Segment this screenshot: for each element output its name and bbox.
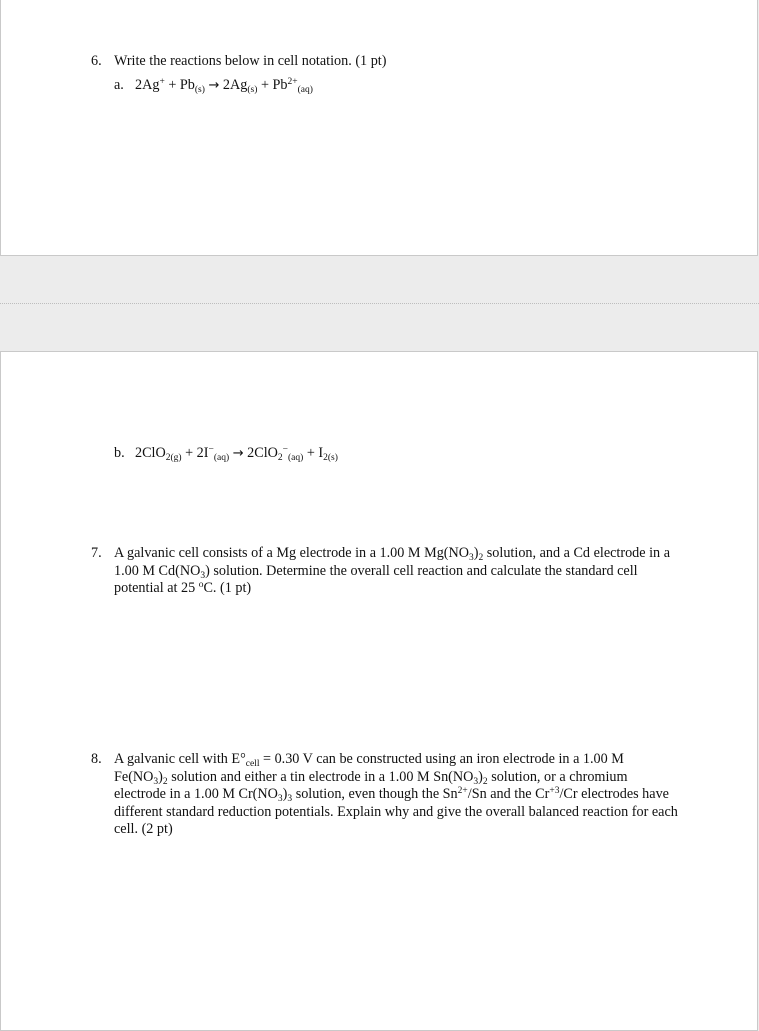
reaction-a-label: a. (114, 77, 124, 93)
question-8-text: A galvanic cell with $E^\circ_{cell} = 0.30$ V can be constructed using an iron electrode in a 1.00 M $Fe(NO_3)_2$ solution and either a tin electrode in a 1.00 M $Sn(NO_3)_2$ solution, or a chromium electrode in a 1.00 M $Cr(NO_3)_3$ solution, even though the $Sn^{2+}/Sn$ and the $Cr^{+3}/Cr$ electrodes have different standard reduction potentials. Explain why and give the overall balanced reaction for each cell. (2 pt) (114, 751, 678, 837)
reaction-b-label: b. (114, 445, 125, 461)
question-6-prompt: Write the reactions below in cell notation. (1 pt) (114, 53, 387, 69)
reaction-b-equation: $2ClO_{2(g)} + 2I^-_{(aq)} \to 2ClO_2^-_{(aq)} + I_{2(s)}$ (135, 445, 338, 463)
question-7 (91, 545, 681, 598)
reaction-b (114, 445, 338, 463)
question-7-text: A galvanic cell consists of a Mg electrode in a 1.00 M $Mg(NO_3)_2$ solution, and a Cd electrode in a 1.00 M $Cd(NO_3)$ solution. Determine the overall cell reaction and calculate the standard cell potential at 25 $^o$C. (1 pt) (114, 545, 670, 596)
page-2 (0, 351, 758, 1031)
question-6 (91, 53, 681, 71)
page-1 (0, 0, 758, 256)
page-separator (0, 303, 759, 304)
question-8-number: 8. (91, 751, 102, 767)
arrow-icon: → (232, 446, 244, 461)
reaction-a-equation: $2Ag^+ + Pb_{(s)} \to 2Ag_{(s)} + Pb^{2+}_{(aq)}$ (135, 77, 313, 95)
arrow-icon: → (208, 78, 220, 93)
question-7-number: 7. (91, 545, 102, 561)
reaction-a (114, 77, 313, 95)
question-8 (91, 751, 681, 839)
question-6-number: 6. (91, 53, 102, 69)
